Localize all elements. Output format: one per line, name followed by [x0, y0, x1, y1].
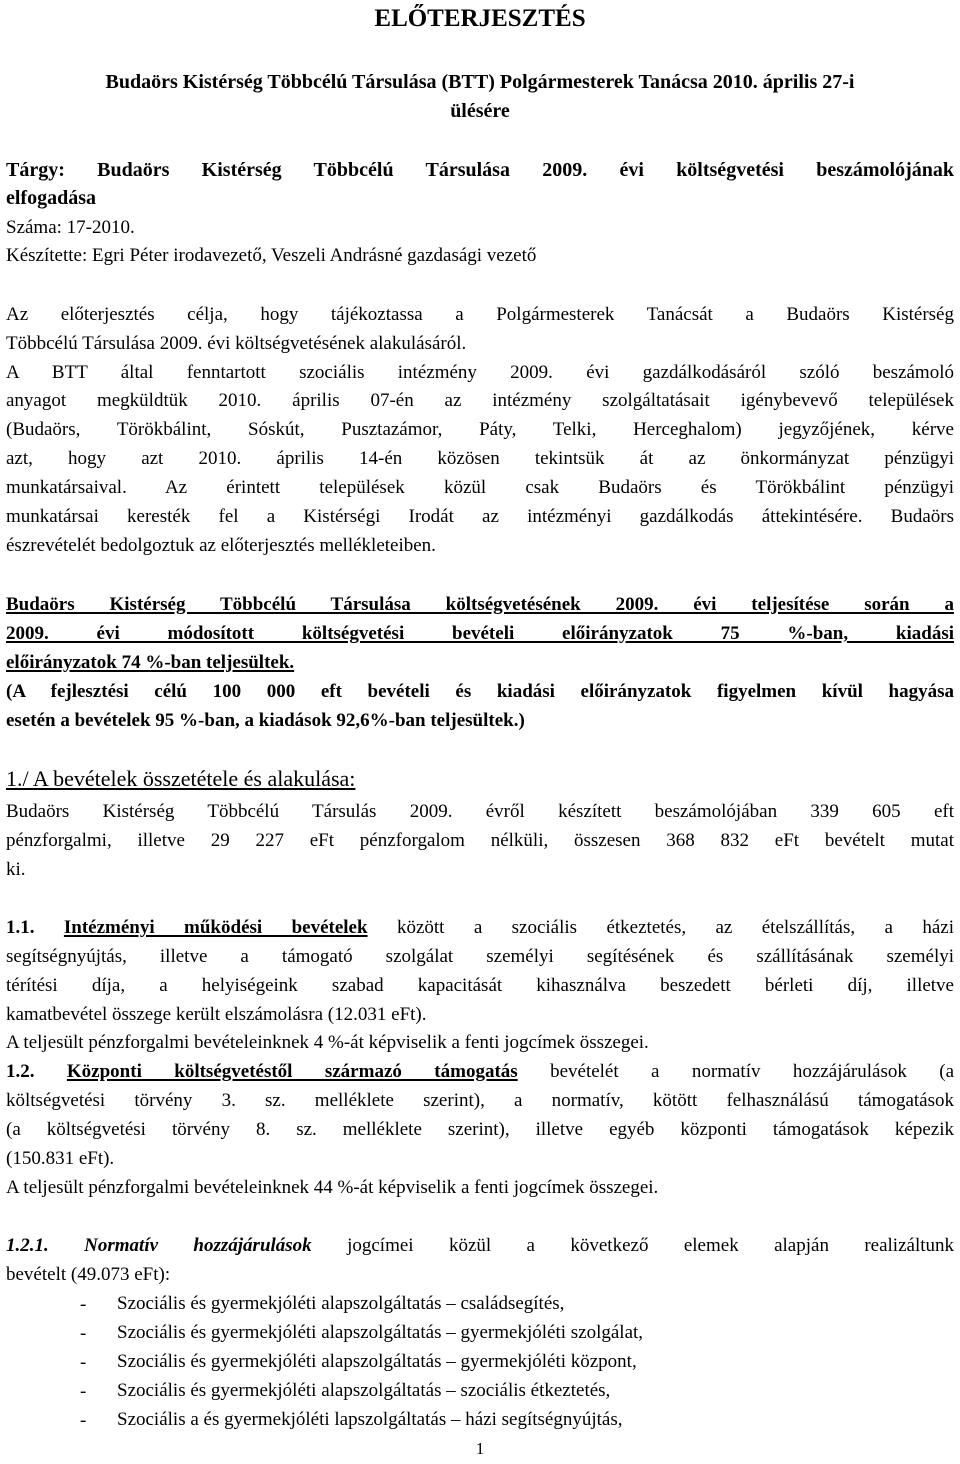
list-dash: -: [80, 1352, 87, 1373]
section-1-1-line: segítségnyújtás, illetve a támogató szolgálat személyi segítésének és szállításának személyi: [6, 946, 954, 967]
list-item: Szociális és gyermekjóléti alapszolgáltatás – gyermekjóléti szolgálat,: [117, 1322, 644, 1343]
list-dash: -: [80, 1323, 87, 1344]
section-1-2-number: 1.2.: [6, 1061, 35, 1082]
section-1-2-first-line: [6, 1062, 954, 1081]
summary-underlined-line: 2009. évi módosított költségvetési bevételi előirányzatok 75 %-ban, kiadási: [6, 623, 954, 644]
section-1-line: ki.: [6, 859, 26, 880]
section-1-line: pénzforgalmi, illetve 29 227 eFt pénzforgalom nélküli, összesen 368 832 eFt bevételt mutat: [6, 830, 954, 851]
subject-line-1: Tárgy: Budaörs Kistérség Többcélú Társulása 2009. évi költségvetési beszámolójának: [6, 159, 954, 181]
section-1-2-1-first-line: [6, 1236, 954, 1255]
intro-line: Az előterjesztés célja, hogy tájékoztassa a Polgármesterek Tanácsát a Budaörs Kistérség: [6, 304, 954, 325]
section-1-1-number: 1.1.: [6, 917, 35, 938]
summary-underlined-line: előirányzatok 74 %-ban teljesültek.: [6, 652, 295, 673]
section-1-2-1-first-line-rest: jogcímei közül a következő elemek alapján realizáltunk: [311, 1235, 955, 1256]
intro-line: munkatársaival. Az érintett települések közül csak Budaörs és Törökbálint pénzügyi: [6, 477, 954, 498]
section-1-2-line: A teljesült pénzforgalmi bevételeinknek 44 %-át képviselik a fenti jogcímek összegei.: [6, 1177, 659, 1198]
intro-line: észrevételét bedolgoztuk az előterjesztés mellékleteiben.: [6, 535, 436, 556]
section-1-1-first-line-rest: között a szociális étkeztetés, az ételszállítás, a házi: [367, 917, 954, 938]
section-1-2-1-heading: Normatív hozzájárulások: [84, 1235, 312, 1256]
document-number: Száma: 17-2010.: [6, 217, 135, 238]
list-item: Szociális és gyermekjóléti alapszolgáltatás – szociális étkeztetés,: [117, 1380, 611, 1401]
list-dash: -: [80, 1410, 87, 1431]
section-1-2-heading: Központi költségvetéstől származó támogatás: [66, 1061, 518, 1082]
section-1-2-first-line-rest: bevételét a normatív hozzájárulások (a: [517, 1061, 954, 1082]
intro-line: azt, hogy azt 2010. április 14-én közösen tekintsük át az önkormányzat pénzügyi: [6, 448, 954, 469]
section-1-2-1-number: 1.2.1.: [6, 1235, 49, 1256]
summary-underlined-line: Budaörs Kistérség Többcélú Társulása költségvetésének 2009. évi teljesítése során a: [6, 594, 954, 615]
page-number: 1: [475, 1439, 485, 1458]
section-1-2-line: költségvetési törvény 3. sz. melléklete szerint), a normatív, kötött felhasználású támogatások: [6, 1090, 954, 1111]
list-dash: -: [80, 1294, 87, 1315]
meeting-line-1: Budaörs Kistérség Többcélú Társulása (BTT) Polgármesterek Tanácsa 2010. április 27-i: [105, 71, 855, 93]
intro-line: (Budaörs, Törökbálint, Sóskút, Pusztazámor, Páty, Telki, Herceghalom) jegyzőjének, kérve: [6, 419, 954, 440]
section-1-1-first-line: [6, 918, 954, 937]
intro-line: Többcélú Társulása 2009. évi költségvetésének alakulásáról.: [6, 333, 467, 354]
meeting-line-2: ülésére: [450, 100, 510, 122]
summary-bold-line: (A fejlesztési célú 100 000 eft bevételi és kiadási előirányzatok figyelmen kívül hagyása: [6, 681, 954, 702]
document-title: ELŐTERJESZTÉS: [374, 5, 586, 32]
section-1-1-line: térítési díja, a helyiségeink szabad kapacitását kihasználva beszedett bérleti díj, illetve: [6, 975, 954, 996]
section-1-2-line: (150.831 eFt).: [6, 1148, 115, 1169]
list-dash: -: [80, 1381, 87, 1402]
section-1-2-line: (a költségvetési törvény 8. sz. melléklete szerint), illetve egyéb központi támogatások képezik: [6, 1119, 954, 1140]
intro-line: munkatársai keresték fel a Kistérségi Irodát az intézményi gazdálkodás áttekintésére. Budaörs: [6, 506, 954, 527]
prepared-by: Készítette: Egri Péter irodavezető, Veszeli Andrásné gazdasági vezető: [6, 245, 537, 266]
list-item: Szociális a és gyermekjóléti lapszolgáltatás – házi segítségnyújtás,: [117, 1409, 623, 1430]
list-item: Szociális és gyermekjóléti alapszolgáltatás – családsegítés,: [117, 1293, 565, 1314]
section-1-1-heading: Intézményi működési bevételek: [63, 917, 368, 938]
list-item: Szociális és gyermekjóléti alapszolgáltatás – gyermekjóléti központ,: [117, 1351, 637, 1372]
intro-line: A BTT által fenntartott szociális intézmény 2009. évi gazdálkodásáról szóló beszámoló: [6, 362, 954, 383]
section-1-1-line: kamatbevétel összege került elszámolásra (12.031 eFt).: [6, 1004, 427, 1025]
summary-bold-line: esetén a bevételek 95 %-ban, a kiadások 92,6%-ban teljesültek.): [6, 710, 525, 731]
section-1-1-line: A teljesült pénzforgalmi bevételeinknek 4 %-át képviselik a fenti jogcímek összegei.: [6, 1032, 649, 1053]
section-1-heading: 1./ A bevételek összetétele és alakulása:: [6, 766, 356, 791]
section-1-line: Budaörs Kistérség Többcélú Társulás 2009. évről készített beszámolójában 339 605 eft: [6, 801, 954, 822]
subject-line-2: elfogadása: [6, 187, 96, 209]
intro-line: anyagot megküldtük 2010. április 07-én az intézmény szolgáltatásait igénybevevő települések: [6, 390, 954, 411]
section-1-2-1-line: bevételt (49.073 eFt):: [6, 1264, 171, 1285]
